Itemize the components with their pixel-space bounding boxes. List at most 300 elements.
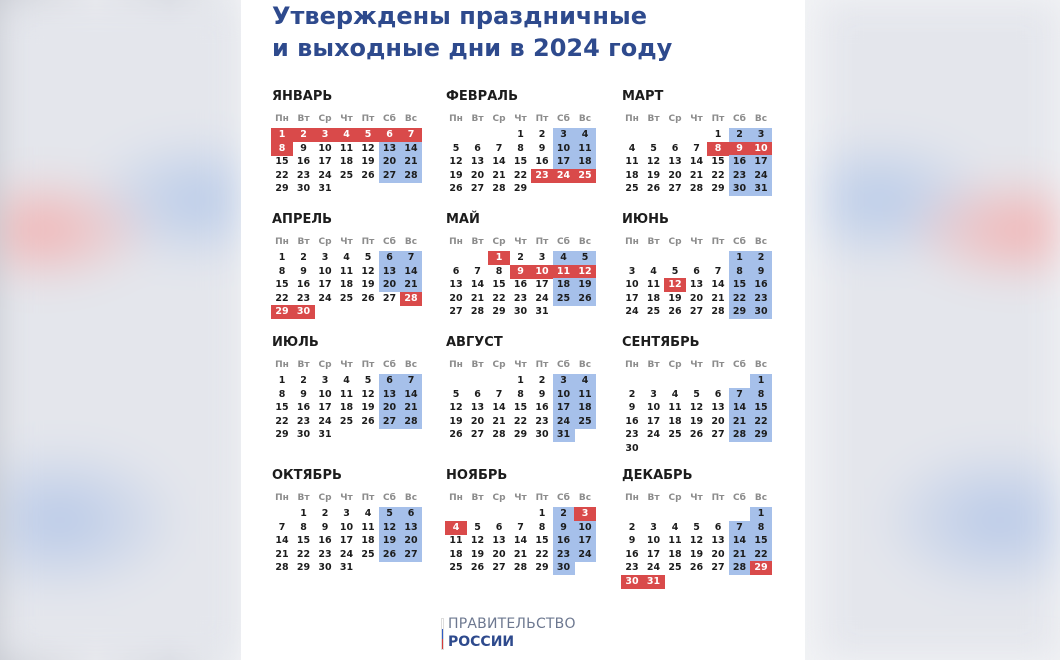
day-cell: 16: [750, 278, 772, 292]
day-cell: 31: [643, 575, 665, 589]
day-cell: 30: [513, 306, 528, 317]
day-cell: 10: [646, 402, 661, 413]
day-cell: 20: [668, 169, 682, 181]
day-cell: 9: [321, 521, 329, 533]
day-cell: 16: [625, 415, 639, 427]
day-cell: 15: [275, 402, 289, 413]
month-7: [271, 334, 431, 440]
weekday-header: Пт: [711, 493, 725, 503]
day-cell: 9: [300, 388, 307, 400]
day-cell: 8: [538, 521, 546, 533]
day-cell: 13: [470, 402, 485, 413]
day-cell: 7: [729, 388, 751, 402]
day-cell: 2: [628, 521, 636, 533]
weekday-header: Вт: [297, 237, 310, 247]
day-cell: 3: [321, 252, 329, 263]
day-cell: 2: [750, 251, 772, 265]
weekday-header: Ср: [492, 360, 506, 370]
weekday-header: Ср: [318, 493, 332, 503]
day-cell: 7: [729, 521, 751, 535]
day-cell: 5: [693, 388, 700, 400]
day-cell: 24: [318, 292, 332, 304]
day-cell: 9: [628, 535, 636, 546]
day-cell: 23: [553, 548, 575, 562]
title-line-1: Утверждены праздничные: [272, 2, 647, 30]
day-cell: 23: [513, 292, 528, 304]
day-cell: 12: [379, 521, 401, 535]
day-cell: 19: [379, 534, 401, 548]
day-cell: 14: [400, 388, 422, 402]
day-cell: 22: [750, 548, 772, 562]
day-cell: 16: [296, 402, 311, 413]
day-cell: 11: [646, 279, 661, 290]
day-cell: 30: [296, 183, 311, 194]
weekday-header: Вс: [754, 114, 768, 124]
day-cell: 6: [474, 142, 481, 154]
day-cell: 26: [470, 562, 485, 573]
month-name: ФЕВРАЛЬ: [446, 89, 518, 104]
weekday-header: Сб: [557, 360, 570, 370]
day-cell: 8: [750, 388, 772, 402]
day-cell: 20: [711, 548, 725, 560]
day-cell: 6: [714, 388, 722, 400]
day-cell: 28: [275, 562, 289, 573]
weekday-header: Пн: [449, 360, 463, 370]
month-1: [271, 88, 431, 194]
day-cell: 2: [300, 375, 307, 386]
day-cell: 21: [400, 278, 422, 292]
day-cell: 7: [517, 521, 524, 533]
day-cell: 5: [474, 521, 481, 533]
day-cell: 22: [492, 292, 506, 304]
day-cell: 19: [449, 169, 463, 181]
day-cell: 2: [538, 129, 546, 140]
day-cell: 3: [553, 128, 575, 142]
day-cell: 9: [750, 265, 772, 279]
weekday-header: Вт: [471, 493, 484, 503]
day-cell: 4: [343, 375, 350, 386]
day-cell: 1: [278, 252, 286, 263]
day-cell: 27: [400, 548, 422, 562]
weekday-header: Вс: [578, 493, 592, 503]
weekday-header: Чт: [690, 493, 703, 503]
weekday-header: Пн: [449, 237, 463, 247]
day-cell: 10: [339, 521, 354, 533]
weekday-header: Чт: [514, 360, 527, 370]
day-cell: 20: [711, 415, 725, 427]
day-cell: 26: [646, 183, 661, 194]
day-cell: 18: [668, 548, 682, 560]
day-cell: 23: [296, 415, 311, 427]
weekday-header: Сб: [557, 493, 570, 503]
day-cell: 28: [470, 306, 485, 317]
day-cell: 24: [553, 169, 575, 183]
day-cell: 8: [517, 142, 524, 154]
month-name: АПРЕЛЬ: [272, 212, 333, 227]
day-cell: 18: [553, 278, 575, 292]
day-cell: 23: [625, 429, 639, 440]
weekday-header: Сб: [383, 114, 396, 124]
weekday-header: Чт: [690, 360, 703, 370]
day-cell: 21: [492, 415, 506, 427]
day-cell: 5: [379, 507, 401, 521]
day-cell: 29: [492, 306, 506, 317]
day-cell: 14: [689, 156, 704, 167]
month-11: [445, 467, 605, 573]
day-cell: 28: [400, 415, 422, 429]
day-cell: 31: [553, 428, 575, 442]
day-cell: 5: [650, 142, 657, 154]
day-cell: 29: [750, 561, 772, 575]
day-cell: 18: [339, 402, 354, 413]
weekday-header: Пт: [361, 493, 375, 503]
month-name: НОЯБРЬ: [446, 468, 508, 483]
day-cell: 16: [553, 534, 575, 548]
weekday-header: Сб: [733, 360, 746, 370]
weekday-header: Пн: [275, 114, 289, 124]
day-cell: 24: [574, 548, 596, 562]
day-cell: 3: [538, 252, 546, 263]
day-cell: 15: [535, 535, 549, 546]
day-cell: 28: [729, 561, 751, 575]
month-2: [445, 88, 605, 194]
day-cell: 20: [400, 534, 422, 548]
weekday-header: Вс: [404, 360, 418, 370]
weekday-header: Вт: [647, 360, 660, 370]
day-cell: 18: [361, 535, 375, 546]
day-cell: 7: [278, 521, 286, 533]
day-cell: 25: [668, 429, 682, 440]
day-cell: 4: [574, 374, 596, 388]
day-cell: 25: [339, 292, 354, 304]
day-cell: 31: [339, 562, 354, 573]
logo-line-1: ПРАВИТЕЛЬСТВО: [448, 616, 576, 632]
day-cell: 9: [300, 142, 307, 154]
weekday-header: Вт: [647, 493, 660, 503]
day-cell: 17: [339, 535, 354, 546]
day-cell: 7: [495, 142, 503, 154]
day-cell: 26: [379, 548, 401, 562]
day-cell: 26: [689, 429, 704, 440]
day-cell: 16: [535, 156, 549, 167]
day-cell: 27: [711, 429, 725, 440]
day-cell: 17: [553, 155, 575, 169]
day-cell: 8: [495, 265, 503, 277]
day-cell: 17: [318, 402, 332, 413]
weekday-header: Сб: [557, 114, 570, 124]
weekday-header: Чт: [514, 237, 527, 247]
day-cell: 21: [400, 155, 422, 169]
day-cell: 24: [646, 562, 661, 573]
day-cell: 27: [711, 562, 725, 573]
weekday-header: Сб: [733, 237, 746, 247]
day-cell: 27: [449, 306, 463, 317]
day-cell: 17: [318, 279, 332, 290]
day-cell: 13: [379, 142, 401, 156]
weekday-header: Вт: [471, 360, 484, 370]
day-cell: 8: [750, 521, 772, 535]
weekday-header: Вс: [578, 114, 592, 124]
day-cell: 8: [517, 388, 524, 400]
month-10: [271, 467, 431, 573]
month-name: МАЙ: [446, 212, 480, 227]
day-cell: 5: [364, 252, 372, 263]
day-cell: 25: [361, 548, 375, 560]
day-cell: 17: [535, 279, 549, 290]
day-cell: 19: [689, 415, 704, 427]
day-cell: 30: [553, 561, 575, 575]
day-cell: 7: [400, 251, 422, 265]
day-cell: 22: [275, 169, 289, 181]
day-cell: 11: [553, 265, 575, 279]
weekday-header: Чт: [690, 237, 703, 247]
day-cell: 25: [574, 169, 596, 183]
day-cell: 26: [449, 183, 463, 194]
weekday-header: Пн: [449, 114, 463, 124]
day-cell: 31: [318, 429, 332, 440]
day-cell: 24: [339, 548, 354, 560]
day-cell: 24: [646, 429, 661, 440]
day-cell: 10: [318, 265, 332, 277]
month-5: [445, 211, 605, 317]
day-cell: 15: [296, 535, 311, 546]
day-cell: 5: [364, 375, 372, 386]
blurred-background-right: [820, 0, 1060, 660]
day-cell: 20: [492, 548, 506, 560]
weekday-header: Вт: [471, 114, 484, 124]
weekday-header: Ср: [492, 114, 506, 124]
day-cell: 29: [729, 305, 751, 319]
day-cell: 30: [296, 429, 311, 440]
day-cell: 26: [361, 415, 375, 427]
title-line-2: и выходные дни в 2024 году: [272, 34, 673, 62]
day-cell: 24: [318, 415, 332, 427]
day-cell: 30: [625, 442, 639, 454]
weekday-header: Чт: [340, 237, 353, 247]
day-cell: 14: [729, 401, 751, 415]
day-cell: 17: [646, 415, 661, 427]
day-cell: 23: [535, 415, 549, 427]
day-cell: 15: [492, 279, 506, 290]
weekday-header: Вс: [404, 114, 418, 124]
day-cell: 2: [538, 375, 546, 386]
weekday-header: Ср: [318, 114, 332, 124]
day-cell: 28: [492, 429, 506, 440]
day-cell: 10: [646, 535, 661, 546]
day-cell: 12: [646, 156, 661, 167]
day-cell: 15: [729, 278, 751, 292]
day-cell: 26: [361, 169, 375, 181]
weekday-header: Вт: [297, 114, 310, 124]
day-cell: 6: [474, 388, 481, 400]
day-cell: 21: [689, 169, 704, 181]
day-cell: 1: [714, 129, 722, 140]
day-cell: 11: [574, 142, 596, 156]
day-cell: 12: [689, 535, 704, 546]
day-cell: 23: [729, 169, 751, 183]
weekday-header: Пт: [535, 114, 549, 124]
day-cell: 7: [495, 388, 503, 400]
day-cell: 28: [492, 183, 506, 194]
day-cell: 7: [400, 128, 422, 142]
weekday-header: Ср: [668, 493, 682, 503]
day-cell: 5: [671, 265, 679, 277]
weekday-header: Ср: [668, 114, 682, 124]
day-cell: 6: [693, 265, 700, 277]
day-cell: 30: [729, 182, 751, 196]
day-cell: 27: [470, 183, 485, 194]
weekday-header: Сб: [557, 237, 570, 247]
weekday-header: Вт: [647, 237, 660, 247]
day-cell: 9: [553, 521, 575, 535]
month-12: [621, 467, 781, 587]
day-cell: 13: [711, 535, 725, 546]
day-cell: 19: [668, 292, 682, 304]
day-cell: 10: [318, 142, 332, 154]
weekday-header: Чт: [690, 114, 703, 124]
day-cell: 30: [750, 305, 772, 319]
weekday-header: Ср: [492, 493, 506, 503]
weekday-header: Вт: [647, 114, 660, 124]
day-cell: 25: [339, 169, 354, 181]
day-cell: 30: [293, 305, 315, 319]
calendar-poster: [241, 0, 805, 660]
day-cell: 21: [400, 401, 422, 415]
day-cell: 16: [729, 155, 751, 169]
day-cell: 25: [553, 292, 575, 306]
day-cell: 9: [538, 142, 546, 154]
day-cell: 8: [278, 388, 286, 400]
weekday-header: Ср: [318, 237, 332, 247]
day-cell: 18: [668, 415, 682, 427]
day-cell: 14: [729, 534, 751, 548]
day-cell: 26: [668, 306, 682, 317]
day-cell: 9: [538, 388, 546, 400]
day-cell: 29: [513, 183, 528, 194]
day-cell: 22: [275, 415, 289, 427]
day-cell: 14: [470, 279, 485, 290]
day-cell: 8: [278, 265, 286, 277]
day-cell: 29: [275, 429, 289, 440]
day-cell: 19: [574, 278, 596, 292]
day-cell: 10: [574, 521, 596, 535]
day-cell: 18: [625, 169, 639, 181]
day-cell: 17: [750, 155, 772, 169]
day-cell: 11: [668, 402, 682, 413]
day-cell: 1: [750, 507, 772, 521]
day-cell: 4: [343, 252, 350, 263]
weekday-header: Пн: [275, 360, 289, 370]
day-cell: 22: [729, 292, 751, 306]
day-cell: 22: [513, 169, 528, 181]
day-cell: 6: [400, 507, 422, 521]
day-cell: 3: [650, 388, 657, 400]
day-cell: 24: [750, 169, 772, 183]
day-cell: 12: [361, 265, 375, 277]
weekday-header: Пт: [361, 114, 375, 124]
day-cell: 22: [535, 548, 549, 560]
day-cell: 25: [625, 183, 639, 194]
day-cell: 19: [646, 169, 661, 181]
day-cell: 23: [625, 562, 639, 573]
weekday-header: Пн: [449, 493, 463, 503]
day-cell: 21: [513, 548, 528, 560]
day-cell: 24: [625, 306, 639, 317]
day-cell: 17: [646, 548, 661, 560]
day-cell: 1: [271, 128, 293, 142]
day-cell: 26: [574, 292, 596, 306]
day-cell: 28: [513, 562, 528, 573]
day-cell: 19: [470, 548, 485, 560]
day-cell: 10: [531, 265, 553, 279]
day-cell: 13: [449, 279, 463, 290]
day-cell: 8: [271, 142, 293, 156]
day-cell: 1: [750, 374, 772, 388]
day-cell: 19: [449, 415, 463, 427]
day-cell: 10: [553, 142, 575, 156]
day-cell: 5: [357, 128, 379, 142]
month-name: ИЮЛЬ: [272, 335, 319, 350]
day-cell: 27: [382, 292, 397, 304]
blurred-background-left: [0, 0, 240, 660]
day-cell: 14: [400, 265, 422, 279]
day-cell: 3: [321, 375, 329, 386]
weekday-header: Вс: [754, 360, 768, 370]
day-cell: 27: [668, 183, 682, 194]
day-cell: 14: [492, 402, 506, 413]
month-name: СЕНТЯБРЬ: [622, 335, 700, 350]
day-cell: 28: [711, 306, 725, 317]
day-cell: 14: [400, 142, 422, 156]
day-cell: 31: [535, 306, 549, 317]
day-cell: 21: [729, 548, 751, 562]
day-cell: 27: [492, 562, 506, 573]
day-cell: 16: [318, 535, 332, 546]
day-cell: 6: [379, 251, 401, 265]
day-cell: 4: [445, 521, 467, 535]
day-cell: 1: [517, 375, 524, 386]
day-cell: 3: [650, 521, 657, 533]
day-cell: 27: [470, 429, 485, 440]
day-cell: 23: [750, 292, 772, 306]
day-cell: 13: [668, 156, 682, 167]
day-cell: 16: [625, 548, 639, 560]
day-cell: 30: [535, 429, 549, 440]
day-cell: 16: [535, 402, 549, 413]
day-cell: 1: [488, 251, 510, 265]
day-cell: 26: [689, 562, 704, 573]
day-cell: 10: [625, 279, 639, 290]
day-cell: 30: [318, 562, 332, 573]
day-cell: 9: [729, 142, 751, 156]
day-cell: 4: [650, 265, 657, 277]
weekday-header: Чт: [340, 360, 353, 370]
day-cell: 15: [513, 402, 528, 413]
day-cell: 4: [628, 142, 636, 154]
day-cell: 12: [361, 388, 375, 400]
day-cell: 12: [361, 142, 375, 154]
weekday-header: Пн: [625, 360, 639, 370]
day-cell: 21: [711, 292, 725, 304]
day-cell: 20: [379, 155, 401, 169]
day-cell: 1: [300, 508, 307, 519]
day-cell: 4: [336, 128, 358, 142]
day-cell: 23: [318, 548, 332, 560]
day-cell: 10: [750, 142, 772, 156]
day-cell: 14: [492, 156, 506, 167]
day-cell: 12: [470, 535, 485, 546]
day-cell: 25: [668, 562, 682, 573]
